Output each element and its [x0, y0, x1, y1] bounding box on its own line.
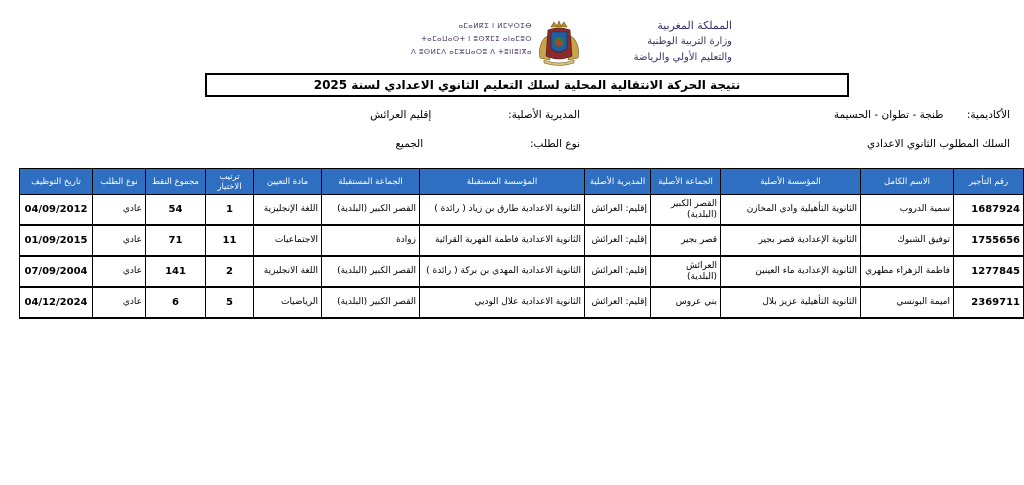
col-header-origin-directorate: المديرية الأصلية [585, 169, 651, 195]
cell-request-type: عادي [93, 225, 146, 256]
request-type-field [395, 138, 580, 150]
arabic-header [592, 18, 732, 66]
cell-full-name: فاطمة الزهراء مطهري [861, 256, 954, 287]
cell-origin-directorate: إقليم: العرائش [585, 225, 651, 256]
col-header-origin-school: المؤسسة الأصلية [721, 169, 861, 195]
tifinagh-line-2: ⵜⴰⵎⴰⵡⴰⵙⵜ ⵏ ⵓⵙⴳⵎⵉ ⴰⵏⴰⵎⵓⵔ [421, 35, 532, 43]
cell-origin-commune: بني عروس [651, 287, 721, 318]
col-header-total-points: مجموع النقط [146, 169, 206, 195]
cell-subject: الرياضيات [254, 287, 322, 318]
col-header-origin-commune: الجماعة الأصلية [651, 169, 721, 195]
academy-value: طنجة - تطوان - الحسيمة [833, 109, 944, 121]
col-header-destination-school: المؤسسة المستقبلة [420, 169, 585, 195]
cell-origin-commune: العرائش (البلدية) [651, 256, 721, 287]
col-header-request-type: نوع الطلب [93, 169, 146, 195]
cell-hire-date: 01/09/2015 [20, 225, 93, 256]
col-header-subject: مادة التعيين [254, 169, 322, 195]
results-table [19, 168, 1024, 319]
cell-request-type: عادي [93, 195, 146, 226]
cell-origin-school: الثانوية الإعدادية قصر بجير [721, 225, 861, 256]
arabic-header-kingdom: المملكة المغربية [657, 19, 732, 32]
academy-field [834, 109, 1010, 121]
directorate-field [370, 109, 580, 121]
cell-salary-number: 2369711 [954, 287, 1024, 318]
tifinagh-header [372, 20, 532, 59]
cell-origin-commune: القصر الكبير (البلدية) [651, 195, 721, 226]
arabic-header-ministry: وزارة التربية الوطنية [647, 36, 732, 47]
academy-label: الأكاديمية: [966, 109, 1010, 121]
cell-destination-commune: القصر الكبير (البلدية) [322, 287, 420, 318]
cell-choice-rank: 2 [206, 256, 254, 287]
col-header-full-name: الاسم الكامل [861, 169, 954, 195]
cell-request-type: عادي [93, 256, 146, 287]
cell-subject: اللغة الإنجليزية [254, 195, 322, 226]
tifinagh-line-3: ⴷ ⵓⵙⵍⵎⴷ ⴰⵎⵣⵡⴰⵔⵓ ⴷ ⵜⵓⵏⵏⵓⵏⴳⴰ [410, 48, 532, 56]
cell-salary-number: 1687924 [954, 195, 1024, 226]
cell-destination-commune: القصر الكبير (البلدية) [322, 256, 420, 287]
cell-full-name: توفيق الشبوك [861, 225, 954, 256]
cell-destination-commune: القصر الكبير (البلدية) [322, 195, 420, 226]
cell-request-type: عادي [93, 287, 146, 318]
cell-salary-number: 1277845 [954, 256, 1024, 287]
page-title-text: نتيجة الحركة الانتقالية المحلية لسلك التعليم الثانوي الاعدادي لسنة 2025 [313, 78, 741, 92]
table-row [20, 195, 1024, 226]
cell-choice-rank: 11 [206, 225, 254, 256]
col-header-choice-rank: ترتيب الاختيار [206, 169, 254, 195]
cell-subject: الاجتماعيات [254, 225, 322, 256]
cycle-value: السلك المطلوب الثانوي الاعدادي [867, 138, 1010, 150]
cell-choice-rank: 1 [206, 195, 254, 226]
cell-origin-school: الثانوية التأهيلية عزيز بلال [721, 287, 861, 318]
cell-destination-commune: زوادة [322, 225, 420, 256]
col-header-salary-number: رقم التأجير [954, 169, 1024, 195]
directorate-label: المديرية الأصلية: [508, 109, 580, 121]
cell-origin-directorate: إقليم: العرائش [585, 256, 651, 287]
cell-destination-school: الثانوية الاعدادية فاطمة الفهرية القرائية [420, 225, 585, 256]
tifinagh-line-1: ⴰⵎⴰⵍⴽⵉ ⵏ ⵍⵎⵖⵔⵉⴱ [458, 22, 532, 30]
cycle-field [867, 138, 1010, 150]
page-title [205, 73, 849, 97]
cell-destination-school: الثانوية الاعدادية علال الوديي [420, 287, 585, 318]
cell-hire-date: 04/12/2024 [20, 287, 93, 318]
request-type-label: نوع الطلب: [529, 138, 580, 150]
table-row [20, 225, 1024, 256]
cell-total-points: 6 [146, 287, 206, 318]
cell-origin-school: الثانوية الإعدادية ماء العينين [721, 256, 861, 287]
cell-destination-school: الثانوية الاعدادية طارق بن زياد ( رائدة ) [420, 195, 585, 226]
col-header-destination-commune: الجماعة المستقبلة [322, 169, 420, 195]
arabic-header-ministry-2: والتعليم الأولي والرياضة [633, 52, 732, 63]
cell-origin-directorate: إقليم: العرائش [585, 287, 651, 318]
cell-choice-rank: 5 [206, 287, 254, 318]
cell-salary-number: 1755656 [954, 225, 1024, 256]
request-type-value: الجميع [395, 138, 424, 150]
moroccan-coat-of-arms-icon [534, 18, 584, 68]
table-header-row [20, 169, 1024, 195]
cell-full-name: سمية الدروب [861, 195, 954, 226]
cell-full-name: اميمة البونسي [861, 287, 954, 318]
cell-hire-date: 07/09/2004 [20, 256, 93, 287]
cell-destination-school: الثانوية الاعدادية المهدي بن بركة ( رائدة ) [420, 256, 585, 287]
col-header-hire-date: تاريخ التوظيف [20, 169, 93, 195]
cell-total-points: 71 [146, 225, 206, 256]
directorate-value: إقليم العرائش [370, 109, 432, 121]
cell-subject: اللغة الانجليزية [254, 256, 322, 287]
cell-origin-school: الثانوية التأهيلية وادي المخازن [721, 195, 861, 226]
cell-hire-date: 04/09/2012 [20, 195, 93, 226]
table-row [20, 287, 1024, 318]
cell-origin-directorate: إقليم: العرائش [585, 195, 651, 226]
cell-origin-commune: قصر بجير [651, 225, 721, 256]
table-row [20, 256, 1024, 287]
cell-total-points: 54 [146, 195, 206, 226]
cell-total-points: 141 [146, 256, 206, 287]
